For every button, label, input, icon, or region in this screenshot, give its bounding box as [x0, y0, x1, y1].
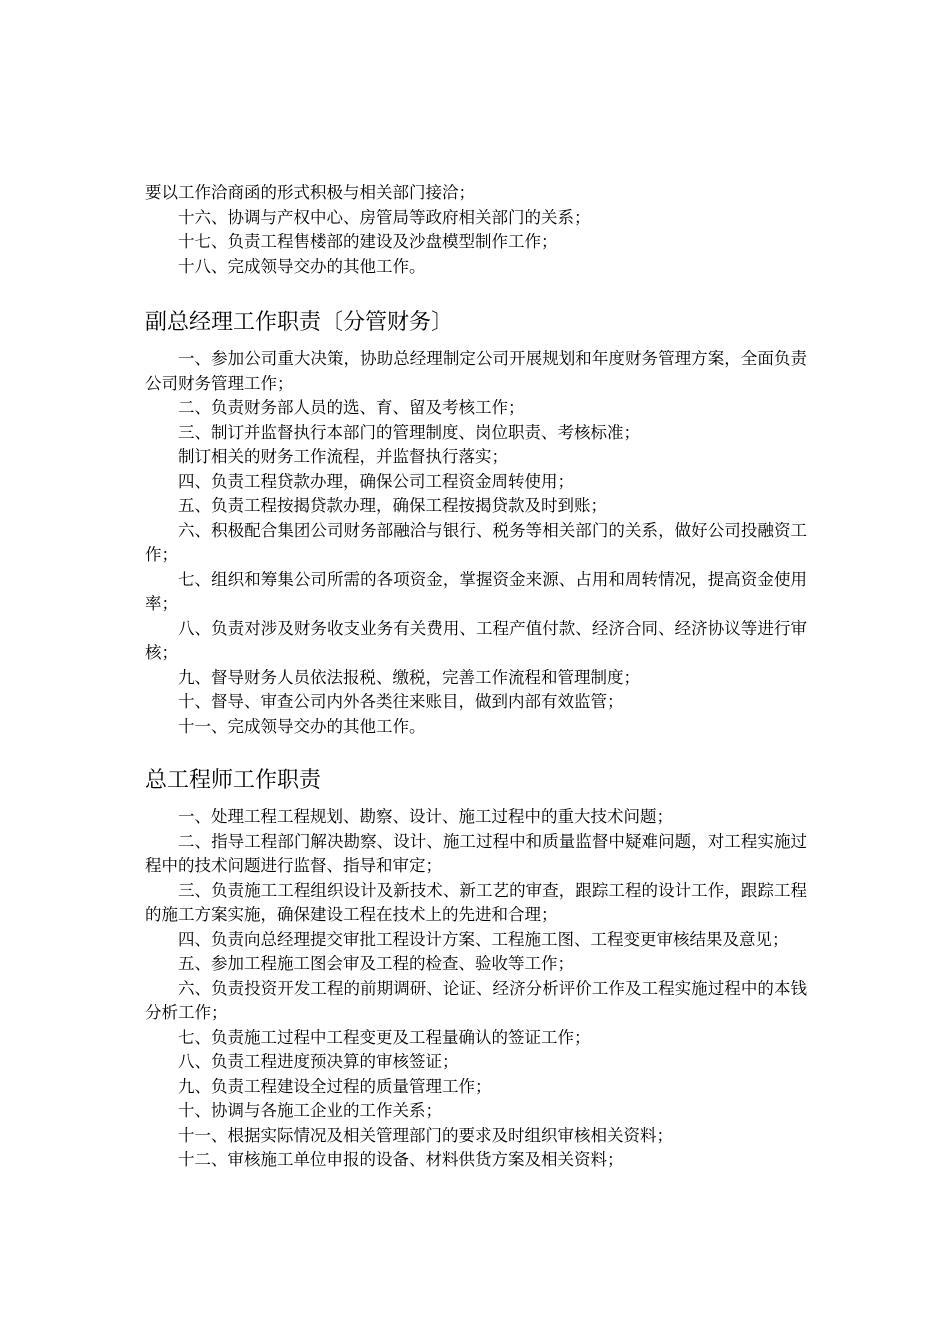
- paragraph-engineer-item-8: 八、负责工程进度预决算的审核签证；: [178, 1052, 459, 1071]
- section-general-duties-continued: [145, 181, 807, 279]
- paragraph-item-16: 十六、协调与产权中心、房管局等政府相关部门的关系；: [178, 207, 591, 227]
- paragraph-finance-item-6: 六、积极配合集团公司财务部融洽与银行、税务等相关部门的关系，做好公司投融资工作；: [145, 520, 807, 564]
- paragraph-finance-item-8: 八、负责对涉及财务收支业务有关费用、工程产值付款、经济合同、经济协议等进行审核；: [145, 618, 807, 662]
- paragraph-finance-item-9: 九、督导财务人员依法报税、缴税，完善工作流程和管理制度；: [178, 667, 640, 687]
- paragraph-engineer-item-10: 十、协调与各施工企业的工作关系；: [178, 1101, 442, 1120]
- paragraph-engineer-item-7: 七、负责施工过程中工程变更及工程量确认的签证工作；: [178, 1027, 591, 1047]
- document-content: [145, 181, 807, 1173]
- paragraph-item-17: 十七、负责工程售楼部的建设及沙盘模型制作工作；: [178, 232, 558, 251]
- paragraph-engineer-item-4: 四、负责向总经理提交审批工程设计方案、工程施工图、工程变更审核结果及意见；: [178, 929, 789, 949]
- paragraph-finance-item-5: 五、负责工程按揭贷款办理，确保工程按揭贷款及时到账；: [178, 496, 607, 515]
- heading-chief-engineer: 总工程师工作职责: [145, 768, 322, 793]
- paragraph-engineer-item-12: 十二、审核施工单位申报的设备、材料供货方案及相关资料；: [178, 1150, 624, 1169]
- paragraph-engineer-item-6: 六、负责投资开发工程的前期调研、论证、经济分析评价工作及工程实施过程中的本钱分析工作；: [145, 978, 807, 1022]
- paragraph-finance-item-1: 一、参加公司重大决策，协助总经理制定公司开展规划和年度财务管理方案，全面负责公司财务管理工作；: [145, 349, 807, 393]
- paragraph-finance-item-3-cont: 制订相关的财务工作流程，并监督执行落实；: [178, 447, 508, 466]
- paragraph-item-18: 十八、完成领导交办的其他工作。: [178, 256, 426, 276]
- section-chief-engineer: [145, 767, 807, 1173]
- paragraph-engineer-item-1: 一、处理工程工程规划、勘察、设计、施工过程中的重大技术问题；: [178, 807, 673, 826]
- paragraph-engineer-item-5: 五、参加工程施工图会审及工程的检查、验收等工作；: [178, 954, 574, 973]
- paragraph-finance-item-10: 十、督导、审查公司内外各类往来账目，做到内部有效监管；: [178, 692, 624, 711]
- paragraph-finance-item-4: 四、负责工程贷款办理，确保公司工程资金周转使用；: [178, 471, 574, 491]
- paragraph-finance-item-11: 十一、完成领导交办的其他工作。: [178, 716, 426, 736]
- paragraph-engineer-item-2: 二、指导工程部门解决勘察、设计、施工过程中和质量监督中疑难问题，对工程实施过程中的技术问题进行监督、指导和审定；: [145, 831, 807, 875]
- section-finance-vp: [145, 309, 807, 739]
- heading-finance-vp: 副总经理工作职责〔分管财务〕: [145, 310, 454, 335]
- paragraph-engineer-item-9: 九、负责工程建设全过程的质量管理工作；: [178, 1076, 492, 1096]
- paragraph-engineer-item-11: 十一、根据实际情况及相关管理部门的要求及时组织审核相关资料；: [178, 1125, 673, 1145]
- paragraph-finance-item-7: 七、组织和筹集公司所需的各项资金，掌握资金来源、占用和周转情况，提高资金使用率；: [145, 569, 807, 613]
- paragraph-continued: 要以工作洽商函的形式积极与相关部门接洽；: [145, 183, 475, 202]
- paragraph-engineer-item-3: 三、负责施工工程组织设计及新技术、新工艺的审查，跟踪工程的设计工作，跟踪工程的施工方案实施，确保建设工程在技术上的先进和合理；: [145, 880, 807, 924]
- paragraph-finance-item-3: 三、制订并监督执行本部门的管理制度、岗位职责、考核标准；: [178, 422, 640, 442]
- paragraph-finance-item-2: 二、负责财务部人员的选、育、留及考核工作；: [178, 398, 525, 417]
